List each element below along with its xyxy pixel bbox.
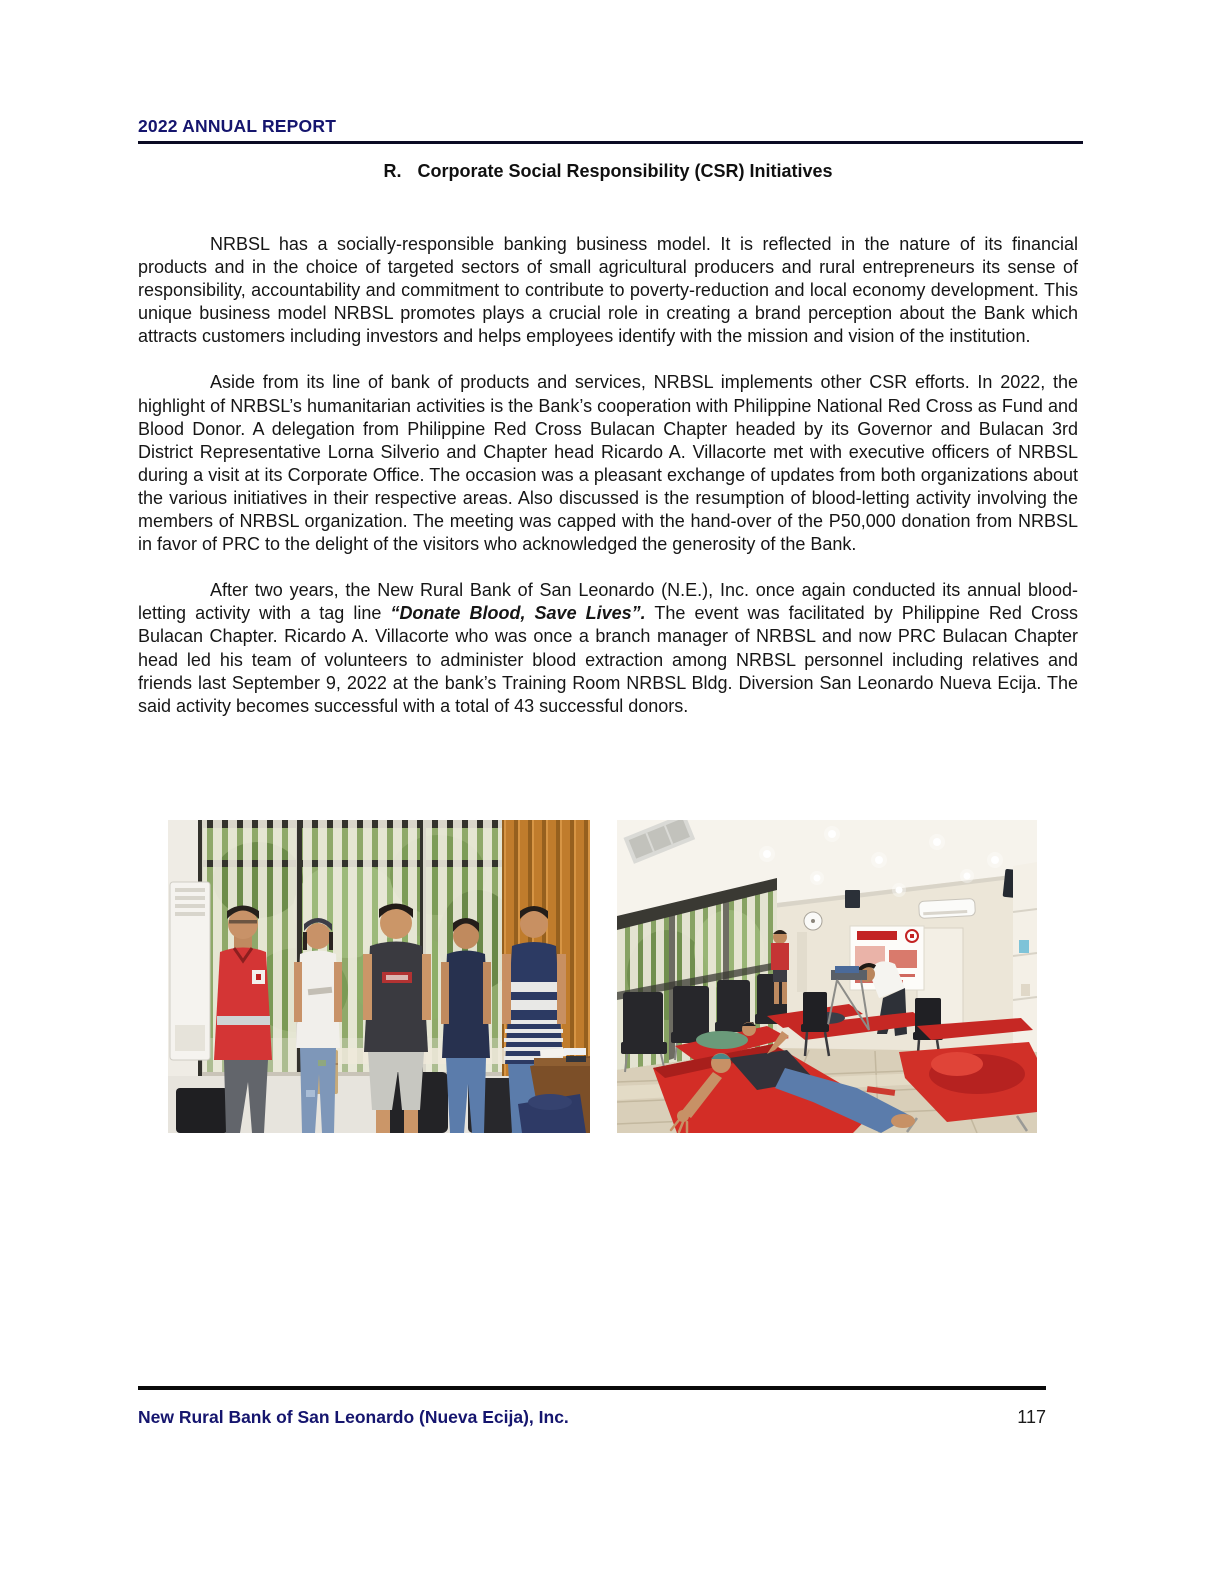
footer-bank-name: New Rural Bank of San Leonardo (Nueva Ecija), Inc. [138, 1407, 569, 1427]
photo-delegation-visit [168, 820, 590, 1133]
tagline-donate-blood: “Donate Blood, Save Lives”. [390, 603, 646, 624]
paragraph-2: Aside from its line of bank of products and services, NRBSL implements other CSR efforts. In 2022, the highlight of NRBSL’s humanitarian activities is the Bank’s cooperation with Philippine National Red Cross as Fund and Blood Donor. A delegation from Philippine Red Cross Bulacan Chapter headed by its Governor and Bulacan 3rd District Representative Lorna Silverio and Chapter head Ricardo A. Villacorte met with executive officers of NRBSL during a visit at its Corporate Office. The occasion was a pleasant exchange of updates from both organizations about the various initiatives in their respective areas. Also discussed is the resumption of blood-letting activity involving the members of NRBSL organization. The meeting was capped with the hand-over of the P50,000 donation from NRBSL in favor of PRC to the delight of the visitors who acknowledged the generosity of the Bank. [138, 372, 1078, 555]
paragraph-3-rest: The event was facilitated by Philippine Red Cross Bulacan Chapter. Ricardo A. Villacorte who was once a branch manager of NRBSL and now PRC Bulacan Chapter head led his team of volunteers to administer blood extraction among NRBSL personnel including relatives and friends last September 9, 2022 at the bank’s Training Room NRBSL Bldg. Diversion San Leonardo Nueva Ecija. The said activity becomes successful with a total of 43 successful donors. [138, 603, 1078, 716]
header-rule [138, 141, 1083, 144]
document-header-title: 2022 ANNUAL REPORT [138, 116, 337, 136]
air-conditioner [170, 882, 210, 1060]
section-title [138, 161, 1078, 182]
paragraph-3-lead: After two years, the New Rural Bank of San Leonardo (N.E.), Inc. once again conducted its annual blood-letting activity with a tag line [138, 580, 1078, 624]
blood-letting-photo-graphic [617, 820, 1037, 1133]
paragraph-1: NRBSL has a socially-responsible banking business model. It is reflected in the nature of its financial products and in the choice of targeted sectors of small agricultural producers and rural entrepreneurs its sense of responsibility, accountability and commitment to contribute to poverty-reduction and local economy development. This unique business model NRBSL promotes plays a crucial role in creating a brand perception about the Bank which attracts customers including investors and helps employees identify with the mission and vision of the institution. [138, 234, 1078, 347]
section-title-label: Corporate Social Responsibility (CSR) Initiatives [417, 161, 833, 181]
page-footer [138, 1407, 1046, 1428]
body-text [138, 233, 1078, 741]
delegation-photo-graphic [168, 820, 590, 1133]
footer-rule [138, 1386, 1046, 1390]
section-letter: R. [383, 161, 402, 181]
footer-page-number: 117 [1017, 1407, 1046, 1427]
paragraph-3 [138, 579, 1078, 718]
photo-blood-letting [617, 820, 1037, 1133]
